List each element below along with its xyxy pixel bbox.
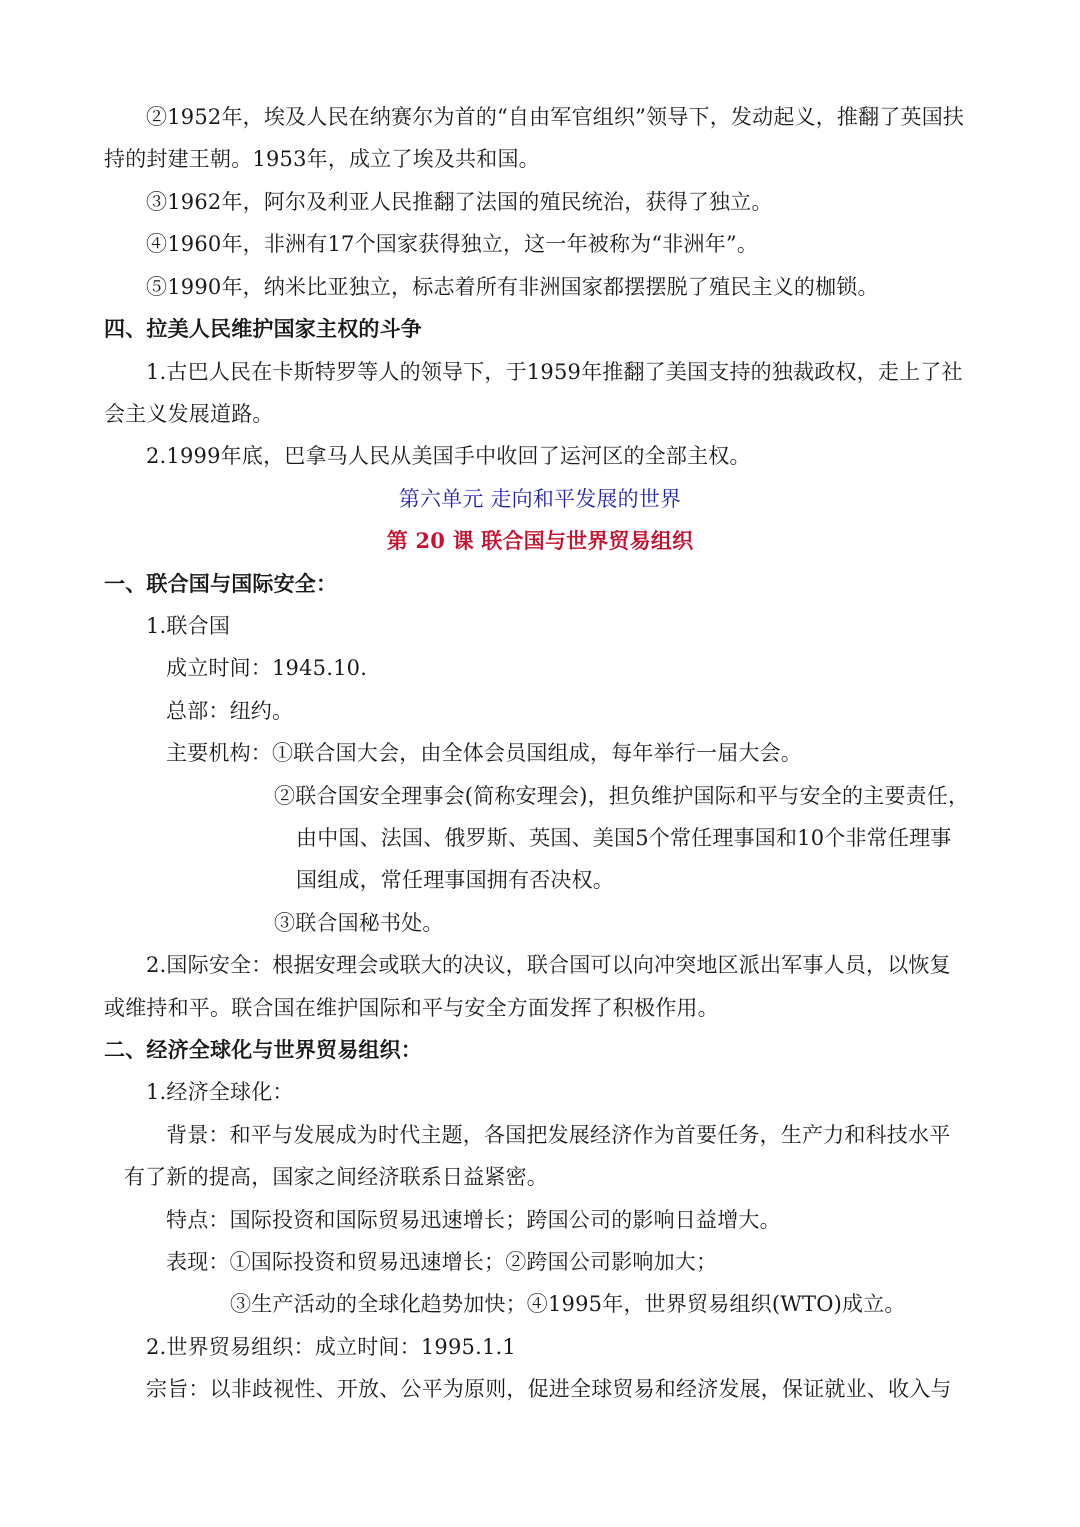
subheading-line: 1.联合国: [146, 614, 231, 638]
unit-title: 第六单元 走向和平发展的世界: [398, 487, 682, 511]
paragraph-line: ②1952年，埃及人民在纳赛尔为首的“自由军官组织”领导下，发动起义，推翻了英国扶: [146, 105, 965, 129]
paragraph-line: ④1960年，非洲有17个国家获得独立，这一年被称为“非洲年”。: [146, 232, 759, 256]
paragraph-line: 宗旨：以非歧视性、开放、公平为原则，促进全球贸易和经济发展，保证就业、收入与: [146, 1377, 952, 1401]
paragraph-line: 会主义发展道路。: [104, 402, 274, 426]
paragraph-line: 国组成，常任理事国拥有否决权。: [296, 868, 614, 892]
paragraph-line: 由中国、法国、俄罗斯、英国、美国5个常任理事国和10个非常任理事: [296, 826, 952, 850]
subheading-line: 1.经济全球化：: [146, 1080, 294, 1104]
paragraph-line: 总部：纽约。: [166, 699, 294, 723]
paragraph-line: 2.世界贸易组织：成立时间：1995.1.1: [146, 1335, 516, 1359]
paragraph-line: ⑤1990年，纳米比亚独立，标志着所有非洲国家都摆摆脱了殖民主义的枷锁。: [146, 275, 879, 299]
paragraph-line: 特点：国际投资和国际贸易迅速增长；跨国公司的影响日益增大。: [166, 1208, 781, 1232]
section-heading: 四、拉美人民维护国家主权的斗争: [104, 316, 422, 341]
paragraph-line: 有了新的提高，国家之间经济联系日益紧密。: [124, 1165, 548, 1189]
paragraph-line: 持的封建王朝。1953年，成立了埃及共和国。: [104, 147, 540, 171]
paragraph-line: ②联合国安全理事会(简称安理会)，担负维护国际和平与安全的主要责任，: [274, 784, 970, 808]
section-heading: 一、联合国与国际安全：: [104, 571, 338, 596]
paragraph-line: 或维持和平。联合国在维护国际和平与安全方面发挥了积极作用。: [104, 996, 719, 1020]
paragraph-line: 成立时间：1945.10.: [166, 656, 368, 680]
paragraph-line: ③联合国秘书处。: [274, 911, 444, 935]
paragraph-line: 背景：和平与发展成为时代主题，各国把发展经济作为首要任务，生产力和科技水平: [166, 1123, 951, 1147]
paragraph-line: 主要机构：①联合国大会，由全体会员国组成，每年举行一届大会。: [166, 741, 802, 765]
lesson-title: 第 20 课 联合国与世界贸易组织: [386, 528, 694, 553]
paragraph-line: 表现：①国际投资和贸易迅速增长；②跨国公司影响加大；: [166, 1250, 718, 1274]
paragraph-line: 2.国际安全：根据安理会或联大的决议，联合国可以向冲突地区派出军事人员，以恢复: [146, 953, 951, 977]
paragraph-line: ③生产活动的全球化趋势加快；④1995年，世界贸易组织(WTO)成立。: [230, 1292, 906, 1316]
section-heading: 二、经济全球化与世界贸易组织：: [104, 1037, 422, 1062]
paragraph-line: ③1962年，阿尔及利亚人民推翻了法国的殖民统治，获得了独立。: [146, 190, 773, 214]
paragraph-line: 1.古巴人民在卡斯特罗等人的领导下，于1959年推翻了美国支持的独裁政权，走上了社: [146, 360, 963, 384]
paragraph-line: 2.1999年底，巴拿马人民从美国手中收回了运河区的全部主权。: [146, 444, 751, 468]
